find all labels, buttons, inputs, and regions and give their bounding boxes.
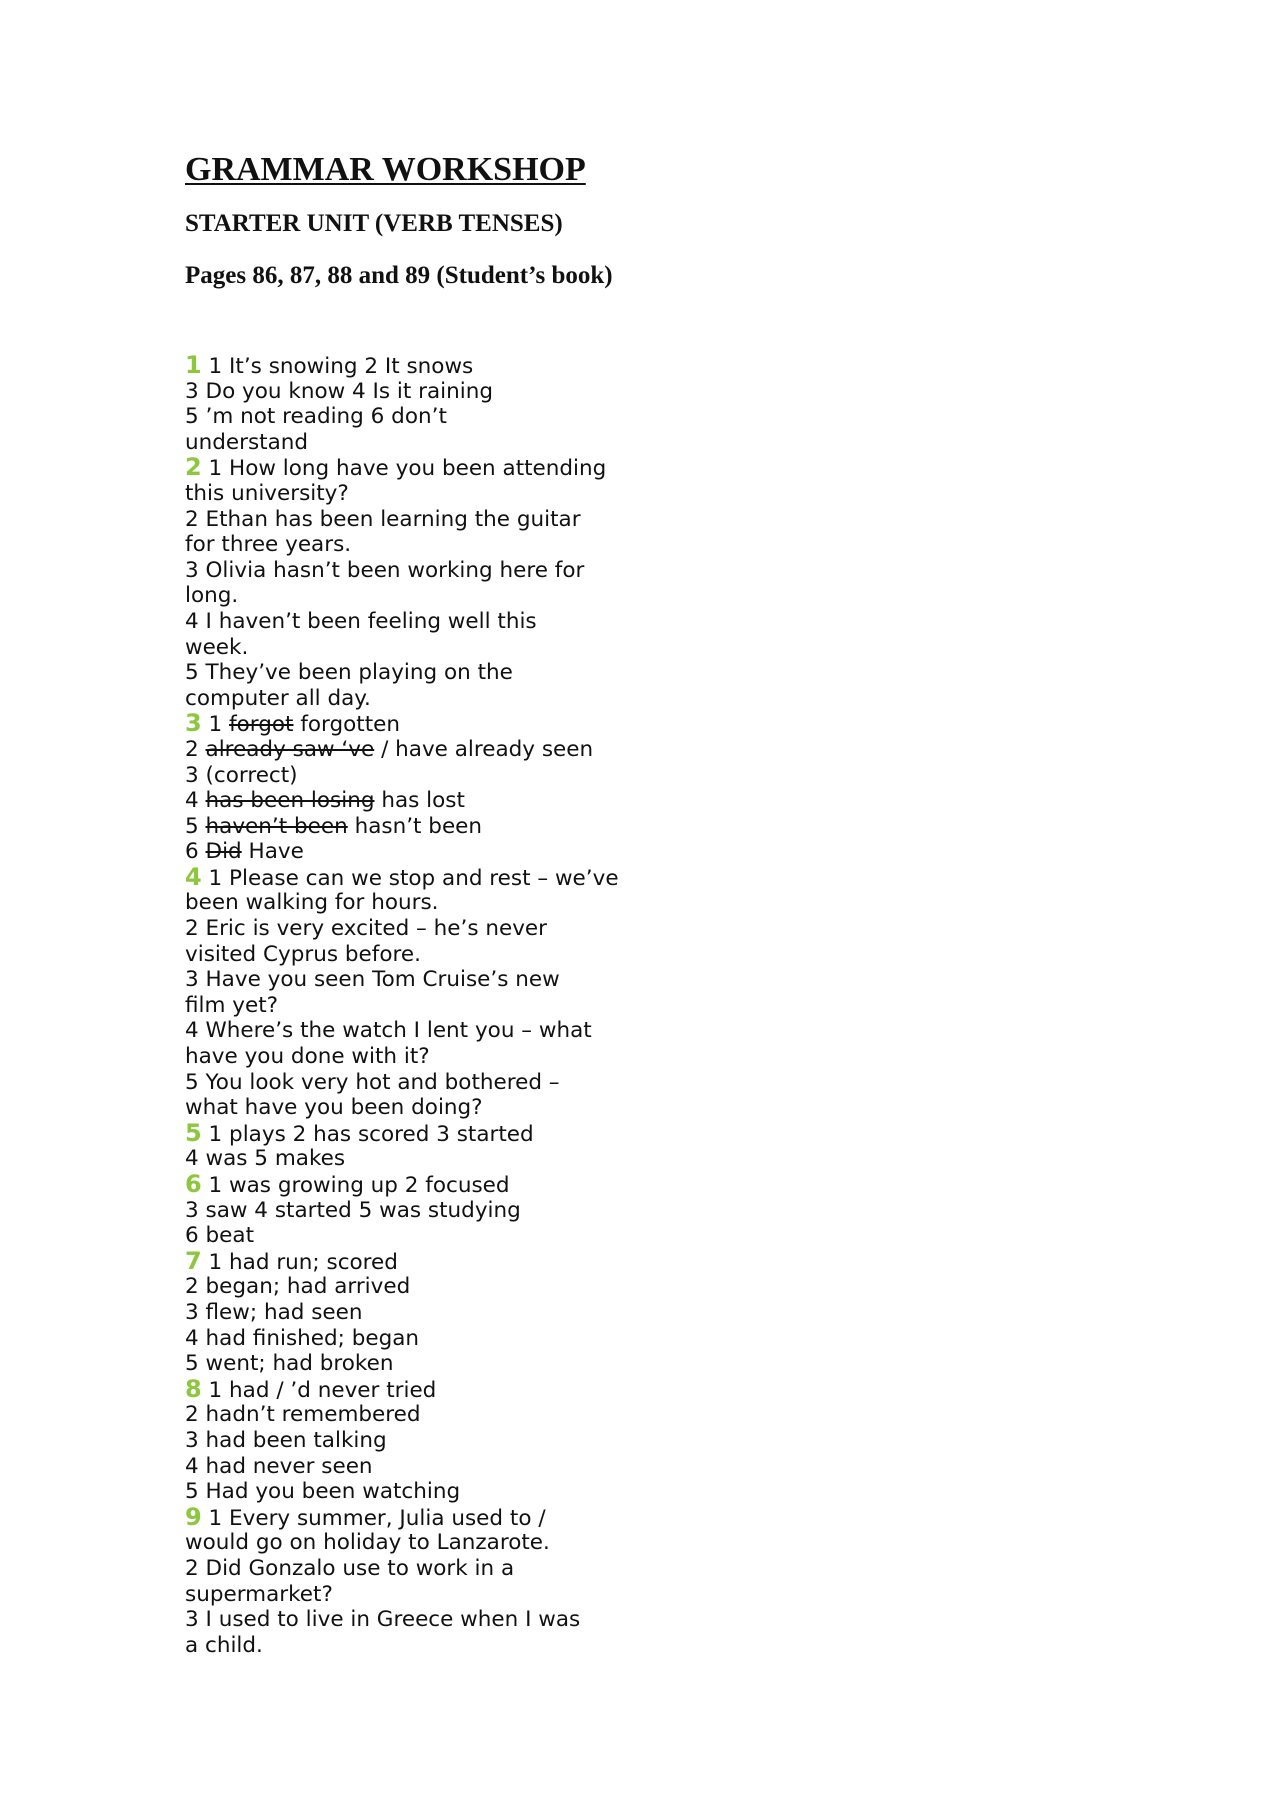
answer-line: 4 Where’s the watch I lent you – what <box>185 1018 592 1044</box>
answer-line: 6 beat <box>185 1223 254 1249</box>
answer-line: 2 1 How long have you been attending <box>185 453 607 482</box>
answer-line: 5 You look very hot and bothered – <box>185 1069 560 1095</box>
answer-line: this university? <box>185 480 349 506</box>
answer-line: a child. <box>185 1632 263 1658</box>
answer-line: week. <box>185 634 249 660</box>
answer-line: 2 Did Gonzalo use to work in a <box>185 1555 515 1581</box>
exercise-8 <box>185 1374 885 1505</box>
answer-line: understand <box>185 429 309 455</box>
exercise-1 <box>185 353 885 455</box>
correction-line: 3 (correct) <box>185 762 298 788</box>
struck-text: has been losing <box>205 788 375 814</box>
answer-line: 3 Do you know 4 Is it raining <box>185 378 494 404</box>
answer-line: 3 saw 4 started 5 was studying <box>185 1197 521 1223</box>
struck-text: already saw ‘ve <box>205 736 375 762</box>
exercise-number: 8 <box>185 1374 202 1403</box>
answer-line: 6 1 was growing up 2 focused <box>185 1170 510 1198</box>
answer-line: 5 1 plays 2 has scored 3 started <box>185 1118 534 1147</box>
answer-line: been walking for hours. <box>185 890 439 916</box>
document-title: GRAMMAR WORKSHOP <box>185 151 586 188</box>
exercise-2 <box>185 455 885 711</box>
answer-line: 4 had finished; began <box>185 1325 420 1351</box>
exercise-6 <box>185 1172 885 1249</box>
answer-line: 3 flew; had seen <box>185 1299 363 1325</box>
answer-line: 4 I haven’t been feeling well this <box>185 608 537 634</box>
exercise-number: 2 <box>185 453 202 482</box>
correction-line: 6 Did Have <box>185 839 304 865</box>
answer-line: computer all day. <box>185 685 371 711</box>
answer-line: 4 1 Please can we stop and rest – we’ve <box>185 862 619 891</box>
pages-reference: Pages 86, 87, 88 and 89 (Student’s book) <box>185 262 613 289</box>
answer-line: visited Cyprus before. <box>185 941 421 967</box>
document-page <box>185 150 885 1658</box>
corrected-text: Have <box>241 839 304 865</box>
answer-line: film yet? <box>185 992 279 1018</box>
exercise-number: 6 <box>185 1170 202 1198</box>
answer-line: have you done with it? <box>185 1044 430 1070</box>
answer-line: would go on holiday to Lanzarote. <box>185 1530 550 1556</box>
answer-line: 3 I used to live in Greece when I was <box>185 1607 581 1633</box>
exercise-number: 3 <box>185 709 202 738</box>
answer-line: 9 1 Every summer, Julia used to / <box>185 1502 546 1531</box>
answer-key <box>185 353 885 1658</box>
answer-line: for three years. <box>185 532 352 558</box>
exercise-9 <box>185 1502 885 1659</box>
corrected-text: / have already seen <box>374 736 594 762</box>
exercise-number: 9 <box>185 1502 202 1531</box>
unit-subtitle: STARTER UNIT (VERB TENSES) <box>185 210 563 237</box>
corrected-text: has lost <box>374 788 465 814</box>
exercise-number: 7 <box>185 1246 202 1275</box>
correction-line: 2 already saw ‘ve / have already seen <box>185 736 594 762</box>
answer-line: 2 began; had arrived <box>185 1274 411 1300</box>
corrected-text: hasn’t been <box>347 813 483 839</box>
answer-line: 5 They’ve been playing on the <box>185 660 513 686</box>
answer-line: 2 Eric is very excited – he’s never <box>185 916 548 942</box>
answer-line: 1 1 It’s snowing 2 It snows <box>185 351 474 379</box>
corrected-text: forgotten <box>293 712 401 738</box>
answer-line: 4 had never seen <box>185 1453 373 1479</box>
answer-line: 5 ’m not reading 6 don’t <box>185 404 447 430</box>
answer-line: 8 1 had / ’d never tried <box>185 1374 437 1403</box>
struck-text: forgot <box>229 712 294 738</box>
answer-line: 3 Olivia hasn’t been working here for <box>185 557 585 583</box>
answer-line: 3 had been talking <box>185 1427 387 1453</box>
answer-line: what have you been doing? <box>185 1095 483 1121</box>
answer-line: 5 Had you been watching <box>185 1479 461 1505</box>
answer-line: 5 went; had broken <box>185 1351 394 1377</box>
answer-line: 2 Ethan has been learning the guitar <box>185 506 581 532</box>
correction-line: 3 1 forgot forgotten <box>185 709 401 738</box>
correction-line: 5 haven’t been hasn’t been <box>185 813 483 839</box>
exercise-7 <box>185 1246 885 1377</box>
exercise-4 <box>185 862 885 1121</box>
exercise-3 <box>185 711 885 865</box>
exercise-number: 4 <box>185 862 202 891</box>
exercise-5 <box>185 1118 885 1172</box>
correction-line: 4 has been losing has lost <box>185 788 465 814</box>
answer-line: 3 Have you seen Tom Cruise’s new <box>185 967 560 993</box>
struck-text: haven’t been <box>205 813 348 839</box>
answer-line: 4 was 5 makes <box>185 1146 346 1172</box>
struck-text: Did <box>205 839 242 865</box>
answer-line: 7 1 had run; scored <box>185 1246 398 1275</box>
exercise-number: 5 <box>185 1118 202 1147</box>
exercise-number: 1 <box>185 351 202 379</box>
answer-line: 2 hadn’t remembered <box>185 1402 421 1428</box>
answer-line: supermarket? <box>185 1581 333 1607</box>
answer-line: long. <box>185 583 239 609</box>
